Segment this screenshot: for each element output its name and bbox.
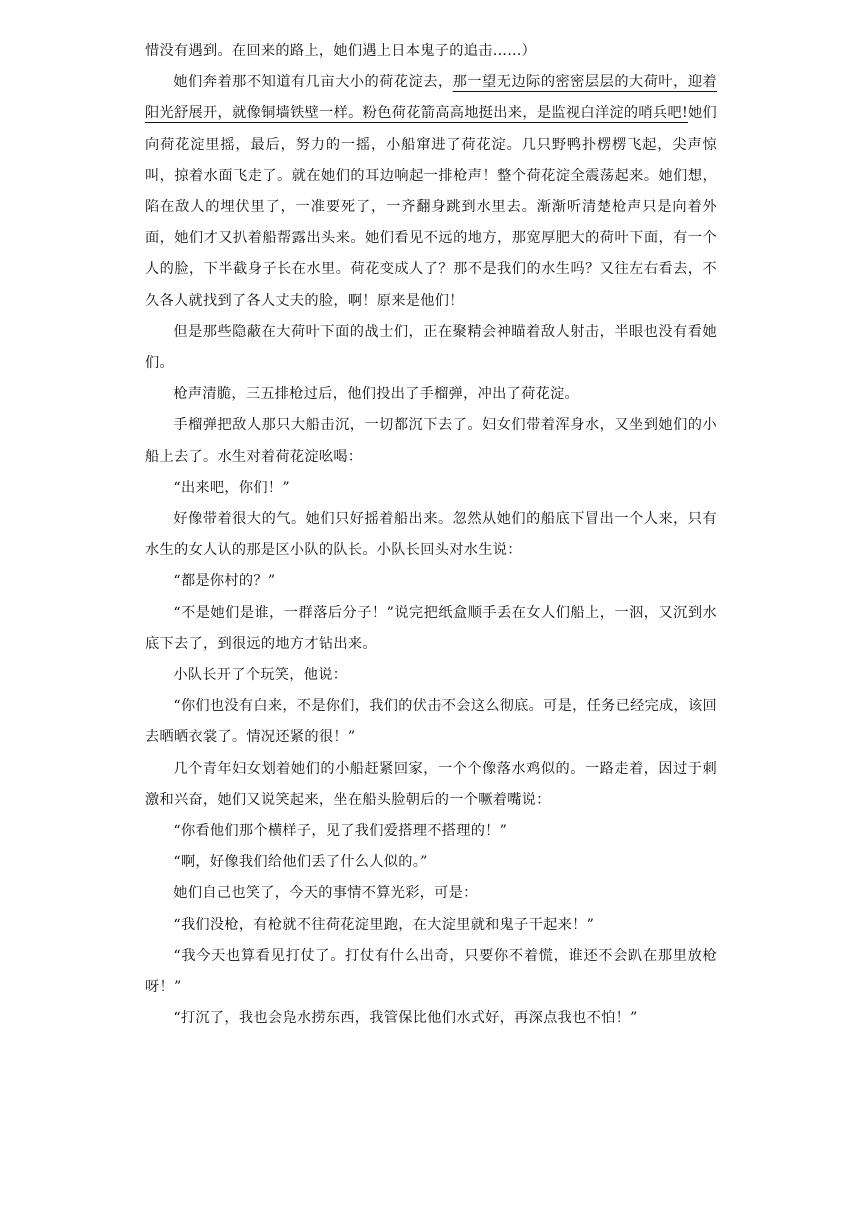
paragraph-text: “你看他们那个横样子，见了我们爱搭理不搭理的！” (173, 823, 508, 840)
paragraph (145, 816, 717, 847)
paragraph-text: 她们奔着那不知道有几亩大小的荷花淀去， (173, 74, 453, 91)
paragraph (145, 910, 717, 941)
paragraph-text: 惜没有遇到。在回来的路上，她们遇上日本鬼子的追击……） (145, 43, 537, 59)
paragraph (145, 660, 717, 691)
paragraph-text: 枪声清脆，三五排枪过后，他们投出了手榴弹，冲出了荷花淀。 (173, 386, 580, 403)
paragraph (145, 379, 717, 410)
paragraph (145, 566, 717, 597)
paragraph (145, 598, 717, 660)
paragraph (145, 1003, 717, 1034)
paragraph (145, 878, 717, 909)
paragraph-text: “你们也没有白来，不是你们，我们的伏击不会这么彻底。可是，任务已经完成，该回去晒晒衣裳了。情况还紧的很！” (145, 698, 717, 746)
underlined-passage: 那一望无边际的密密层层的大荷叶，迎着阳光舒展开，就像铜墙铁壁一样。粉色荷花箭高高地挺出来，是监视白洋淀的哨兵吧! (145, 74, 718, 122)
paragraph-text: 小队长开了个玩笑，他说： (173, 667, 348, 684)
paragraph-text: 好像带着很大的气。她们只好摇着船出来。忽然从她们的船底下冒出一个人来，只有水生的女人认的那是区小队的队长。小队长回头对水生说： (145, 511, 717, 559)
paragraph (145, 36, 717, 67)
paragraph-text: “打沉了，我也会凫水捞东西，我管保比他们水式好，再深点我也不怕！” (173, 1010, 638, 1027)
paragraph (145, 504, 717, 566)
paragraph-text: 但是那些隐蔽在大荷叶下面的战士们，正在聚精会神瞄着敌人射击，半眼也没有看她们。 (145, 323, 717, 372)
document-body (145, 36, 717, 1035)
paragraph (145, 410, 717, 472)
paragraph (145, 67, 717, 317)
paragraph-text: “出来吧，你们！” (173, 479, 290, 496)
paragraph-text: 她们向荷花淀里摇，最后，努力的一摇，小船窜进了荷花淀。几只野鸭扑楞楞飞起，尖声惊叫，掠着水面飞走了。就在她们的耳边响起一排枪声！整个荷花淀全震荡起来。她们想，陷在敌人的埋伏里了，一准要死了，一齐翻身跳到水里去。渐渐听清楚枪声只是向着外面，她们才又扒着船帮露出头来。她们看见不远的地方，那宽厚肥大的荷叶下面，有一个人的脸，下半截身子长在水里。荷花变成人了？那不是我们的水生吗？又往左右看去，不久各人就找到了各人丈夫的脸，啊！原来是他们！ (145, 105, 717, 309)
paragraph (145, 473, 717, 504)
paragraph-text: 几个青年妇女划着她们的小船赶紧回家，一个个像落水鸡似的。一路走着，因过于刺激和兴奋，她们又说笑起来，坐在船头脸朝后的一个噘着嘴说： (145, 760, 717, 808)
paragraph (145, 754, 717, 816)
paragraph (145, 941, 717, 1003)
paragraph-text: “不是她们是谁，一群落后分子！”说完把纸盒顺手丢在女人们船上，一泅，又沉到水底下去了，到很远的地方才钻出来。 (145, 604, 717, 652)
paragraph-text: “我今天也算看见打仗了。打仗有什么出奇，只要你不着慌，谁还不会趴在那里放枪呀！” (145, 947, 717, 996)
paragraph (145, 691, 717, 753)
paragraph-text: 她们自己也笑了，今天的事情不算光彩，可是： (173, 885, 478, 902)
paragraph-text: 手榴弹把敌人那只大船击沉，一切都沉下去了。妇女们带着浑身水，又坐到她们的小船上去了。水生对着荷花淀吆喝： (145, 417, 717, 465)
paragraph (145, 317, 717, 379)
paragraph-text: “啊，好像我们给他们丢了什么人似的。” (173, 854, 428, 871)
paragraph-text: “我们没枪，有枪就不往荷花淀里跑，在大淀里就和鬼子干起来！” (173, 916, 595, 933)
paragraph-text: “都是你村的？” (173, 573, 276, 590)
paragraph (145, 847, 717, 878)
